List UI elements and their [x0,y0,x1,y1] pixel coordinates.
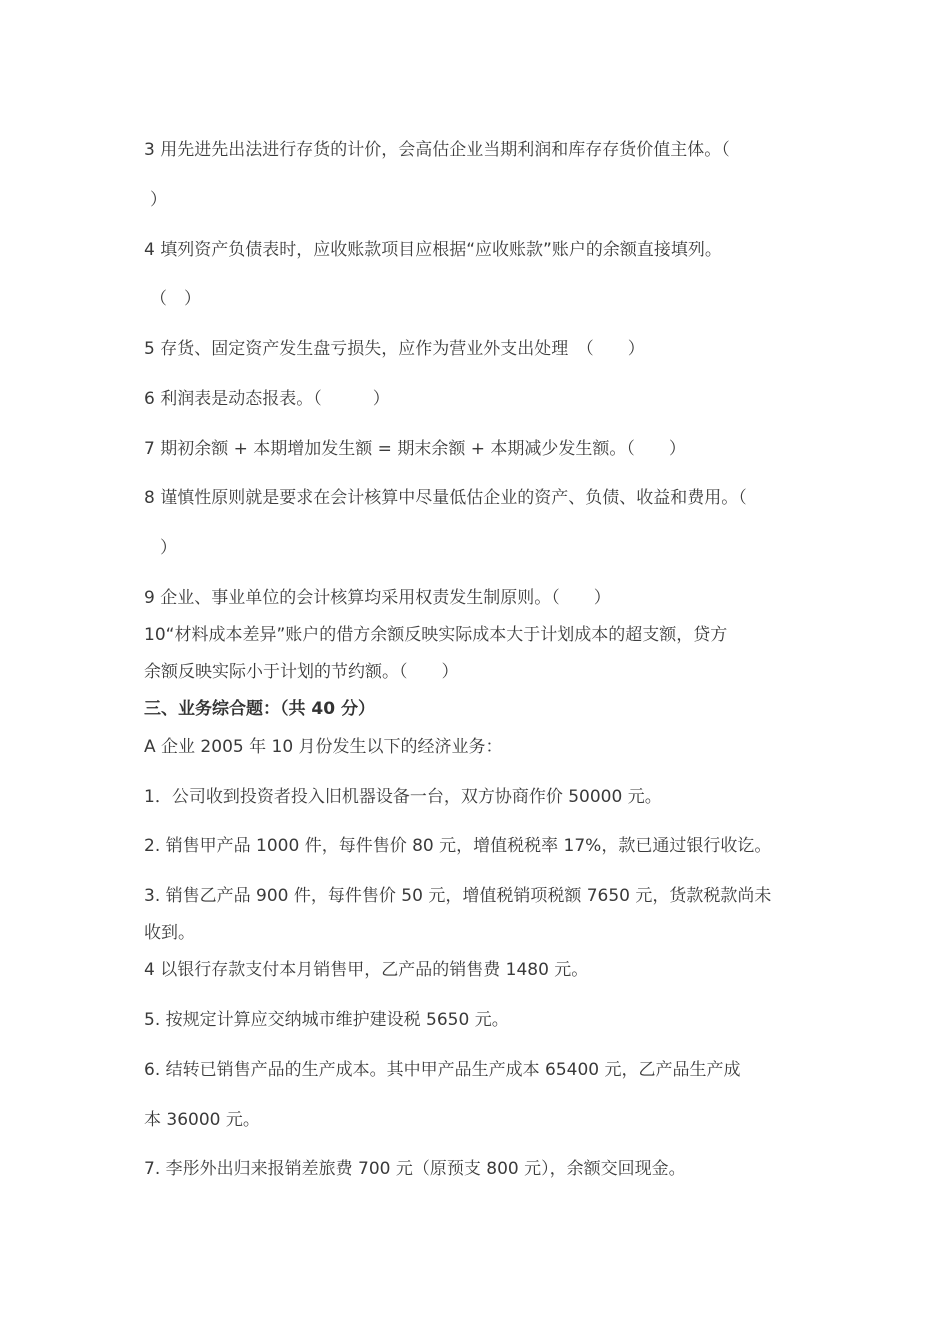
question-10-line-1: 10“材料成本差异”账户的借方余额反映实际成本大于计划成本的超支额，贷方 [144,625,728,645]
question-10-line-2: 余额反映实际小于计划的节约额。（ ） [144,662,459,682]
question-6: 6 利润表是动态报表。（ ） [144,389,390,409]
business-item-7: 7. 李彤外出归来报销差旅费 700 元（原预支 800 元），余额交回现金。 [144,1159,686,1179]
business-item-6-line-2: 本 36000 元。 [144,1110,260,1130]
business-intro: A 企业 2005 年 10 月份发生以下的经济业务： [144,737,503,757]
business-item-2: 2. 销售甲产品 1000 件，每件售价 80 元，增值税税率 17%，款已通过银行收讫。 [144,836,772,856]
business-item-6-line-1: 6. 结转已销售产品的生产成本。其中甲产品生产成本 65400 元，乙产品生产成 [144,1060,741,1080]
section-heading: 三、业务综合题：（共 40 分） [144,699,375,719]
question-8-line-2: ） [160,538,177,558]
business-item-1: 1．公司收到投资者投入旧机器设备一台，双方协商作价 50000 元。 [144,787,662,807]
question-7: 7 期初余额 + 本期增加发生额 = 期末余额 + 本期减少发生额。（ ） [144,439,686,459]
question-4-line-1: 4 填列资产负债表时，应收账款项目应根据“应收账款”账户的余额直接填列。 [144,240,722,260]
business-item-3-line-2: 收到。 [144,923,195,943]
business-item-5: 5. 按规定计算应交纳城市维护建设税 5650 元。 [144,1010,509,1030]
question-5: 5 存货、固定资产发生盘亏损失，应作为营业外支出处理 （ ） [144,339,645,359]
business-item-3-line-1: 3. 销售乙产品 900 件，每件售价 50 元，增值税销项税额 7650 元，货款税款尚未 [144,886,772,906]
question-4-line-2: （ ） [150,289,201,309]
question-8-line-1: 8 谨慎性原则就是要求在会计核算中尽量低估企业的资产、负债、收益和费用。（ [144,488,747,508]
question-3-line-1: 3 用先进先出法进行存货的计价，会高估企业当期利润和库存存货价值主体。（ [144,140,730,160]
question-3-line-2: ） [150,190,167,210]
question-9: 9 企业、事业单位的会计核算均采用权责发生制原则。（ ） [144,588,611,608]
business-item-4: 4 以银行存款支付本月销售甲，乙产品的销售费 1480 元。 [144,960,589,980]
